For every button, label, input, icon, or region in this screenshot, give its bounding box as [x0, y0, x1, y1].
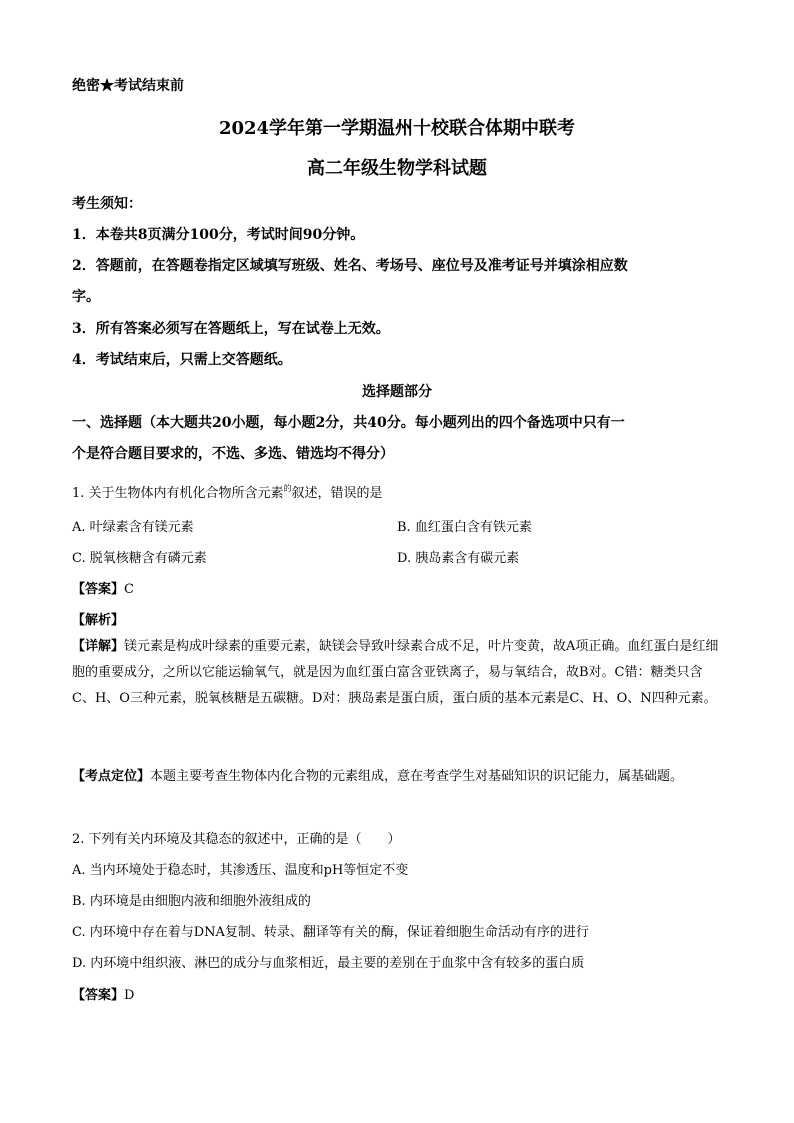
question-2-option-a: A. 当内环境处于稳态时，其渗透压、温度和pH等恒定不变	[72, 863, 409, 878]
question-1-detail	[72, 634, 724, 712]
answer-tag: 【答案】	[72, 988, 125, 1003]
answer-value: C	[124, 582, 134, 597]
question-1-option-a: A. 叶绿素含有镁元素	[72, 520, 194, 535]
question-1-stem-part: 叙述，错误的是	[291, 486, 383, 501]
detail-text: 镁元素是构成叶绿素的重要元素，缺镁会导致叶绿素合成不足，叶片变黄，故A项正确。血红蛋白是红细胞的重要成分，之所以它能运输氧气，就是因为血红蛋白富含亚铁离子，易与氧结合，故B对。C错：糖类只含C、H、O三种元素，脱氧核糖是五碳糖。D对：胰岛素是蛋白质，蛋白质的基本元素是C、H、O、N四种元素。	[72, 639, 719, 706]
question-1-stem-part: 1. 关于生物体内有机化合物所含元素	[72, 486, 284, 501]
notice-item: 2．答题前，在答题卷指定区域填写班级、姓名、考场号、座位号及准考证号并填涂相应数	[72, 258, 628, 274]
question-1-option-b: B. 血红蛋白含有铁元素	[397, 520, 532, 535]
section-title: 选择题部分	[362, 384, 432, 400]
answer-tag: 【答案】	[72, 582, 125, 597]
question-2-option-b: B. 内环境是由细胞内液和细胞外液组成的	[72, 894, 311, 909]
analysis-tag: 【解析】	[72, 613, 125, 628]
question-2-option-d: D. 内环境中组织液、淋巴的成分与血浆相近，最主要的差别在于血浆中含有较多的蛋白质	[72, 956, 585, 971]
question-1-point	[72, 764, 724, 790]
exam-title: 2024学年第一学期温州十校联合体期中联考	[218, 118, 576, 139]
point-text: 本题主要考查生物体内化合物的元素组成，意在考查学生对基础知识的识记能力，属基础题。	[150, 769, 684, 784]
notice-heading: 考生须知：	[72, 196, 142, 212]
notice-item: 3．所有答案必须写在答题纸上，写在试卷上无效。	[72, 321, 390, 337]
exam-subtitle: 高二年级生物学科试题	[307, 158, 487, 179]
notice-item: 1．本卷共8页满分100分，考试时间90分钟。	[72, 227, 365, 243]
question-1-stem-sup: 的	[283, 484, 292, 493]
question-1-option-d: D. 胰岛素含有碳元素	[397, 551, 520, 566]
section-instruction: 个是符合题目要求的，不选、多选、错选均不得分）	[72, 446, 394, 462]
question-1-stem	[72, 482, 383, 501]
question-2-answer	[72, 984, 134, 1003]
question-1-option-c: C. 脱氧核糖含有磷元素	[72, 551, 207, 566]
point-tag: 【考点定位】	[72, 769, 151, 784]
question-1-analysis-tag	[72, 609, 124, 628]
confidential-label: 绝密★考试结束前	[72, 78, 184, 94]
section-instruction: 一、选择题（本大题共20小题，每小题2分，共40分。每小题列出的四个备选项中只有一	[72, 415, 625, 431]
question-1-answer	[72, 578, 134, 597]
question-2-option-c: C. 内环境中存在着与DNA复制、转录、翻译等有关的酶，保证着细胞生命活动有序的进行	[72, 925, 589, 940]
question-2-stem: 2. 下列有关内环境及其稳态的叙述中，正确的是（ ）	[72, 832, 401, 847]
notice-item: 4．考试结束后，只需上交答题纸。	[72, 352, 292, 368]
notice-item: 字。	[72, 289, 100, 305]
answer-value: D	[124, 988, 135, 1003]
detail-tag: 【详解】	[72, 639, 125, 654]
